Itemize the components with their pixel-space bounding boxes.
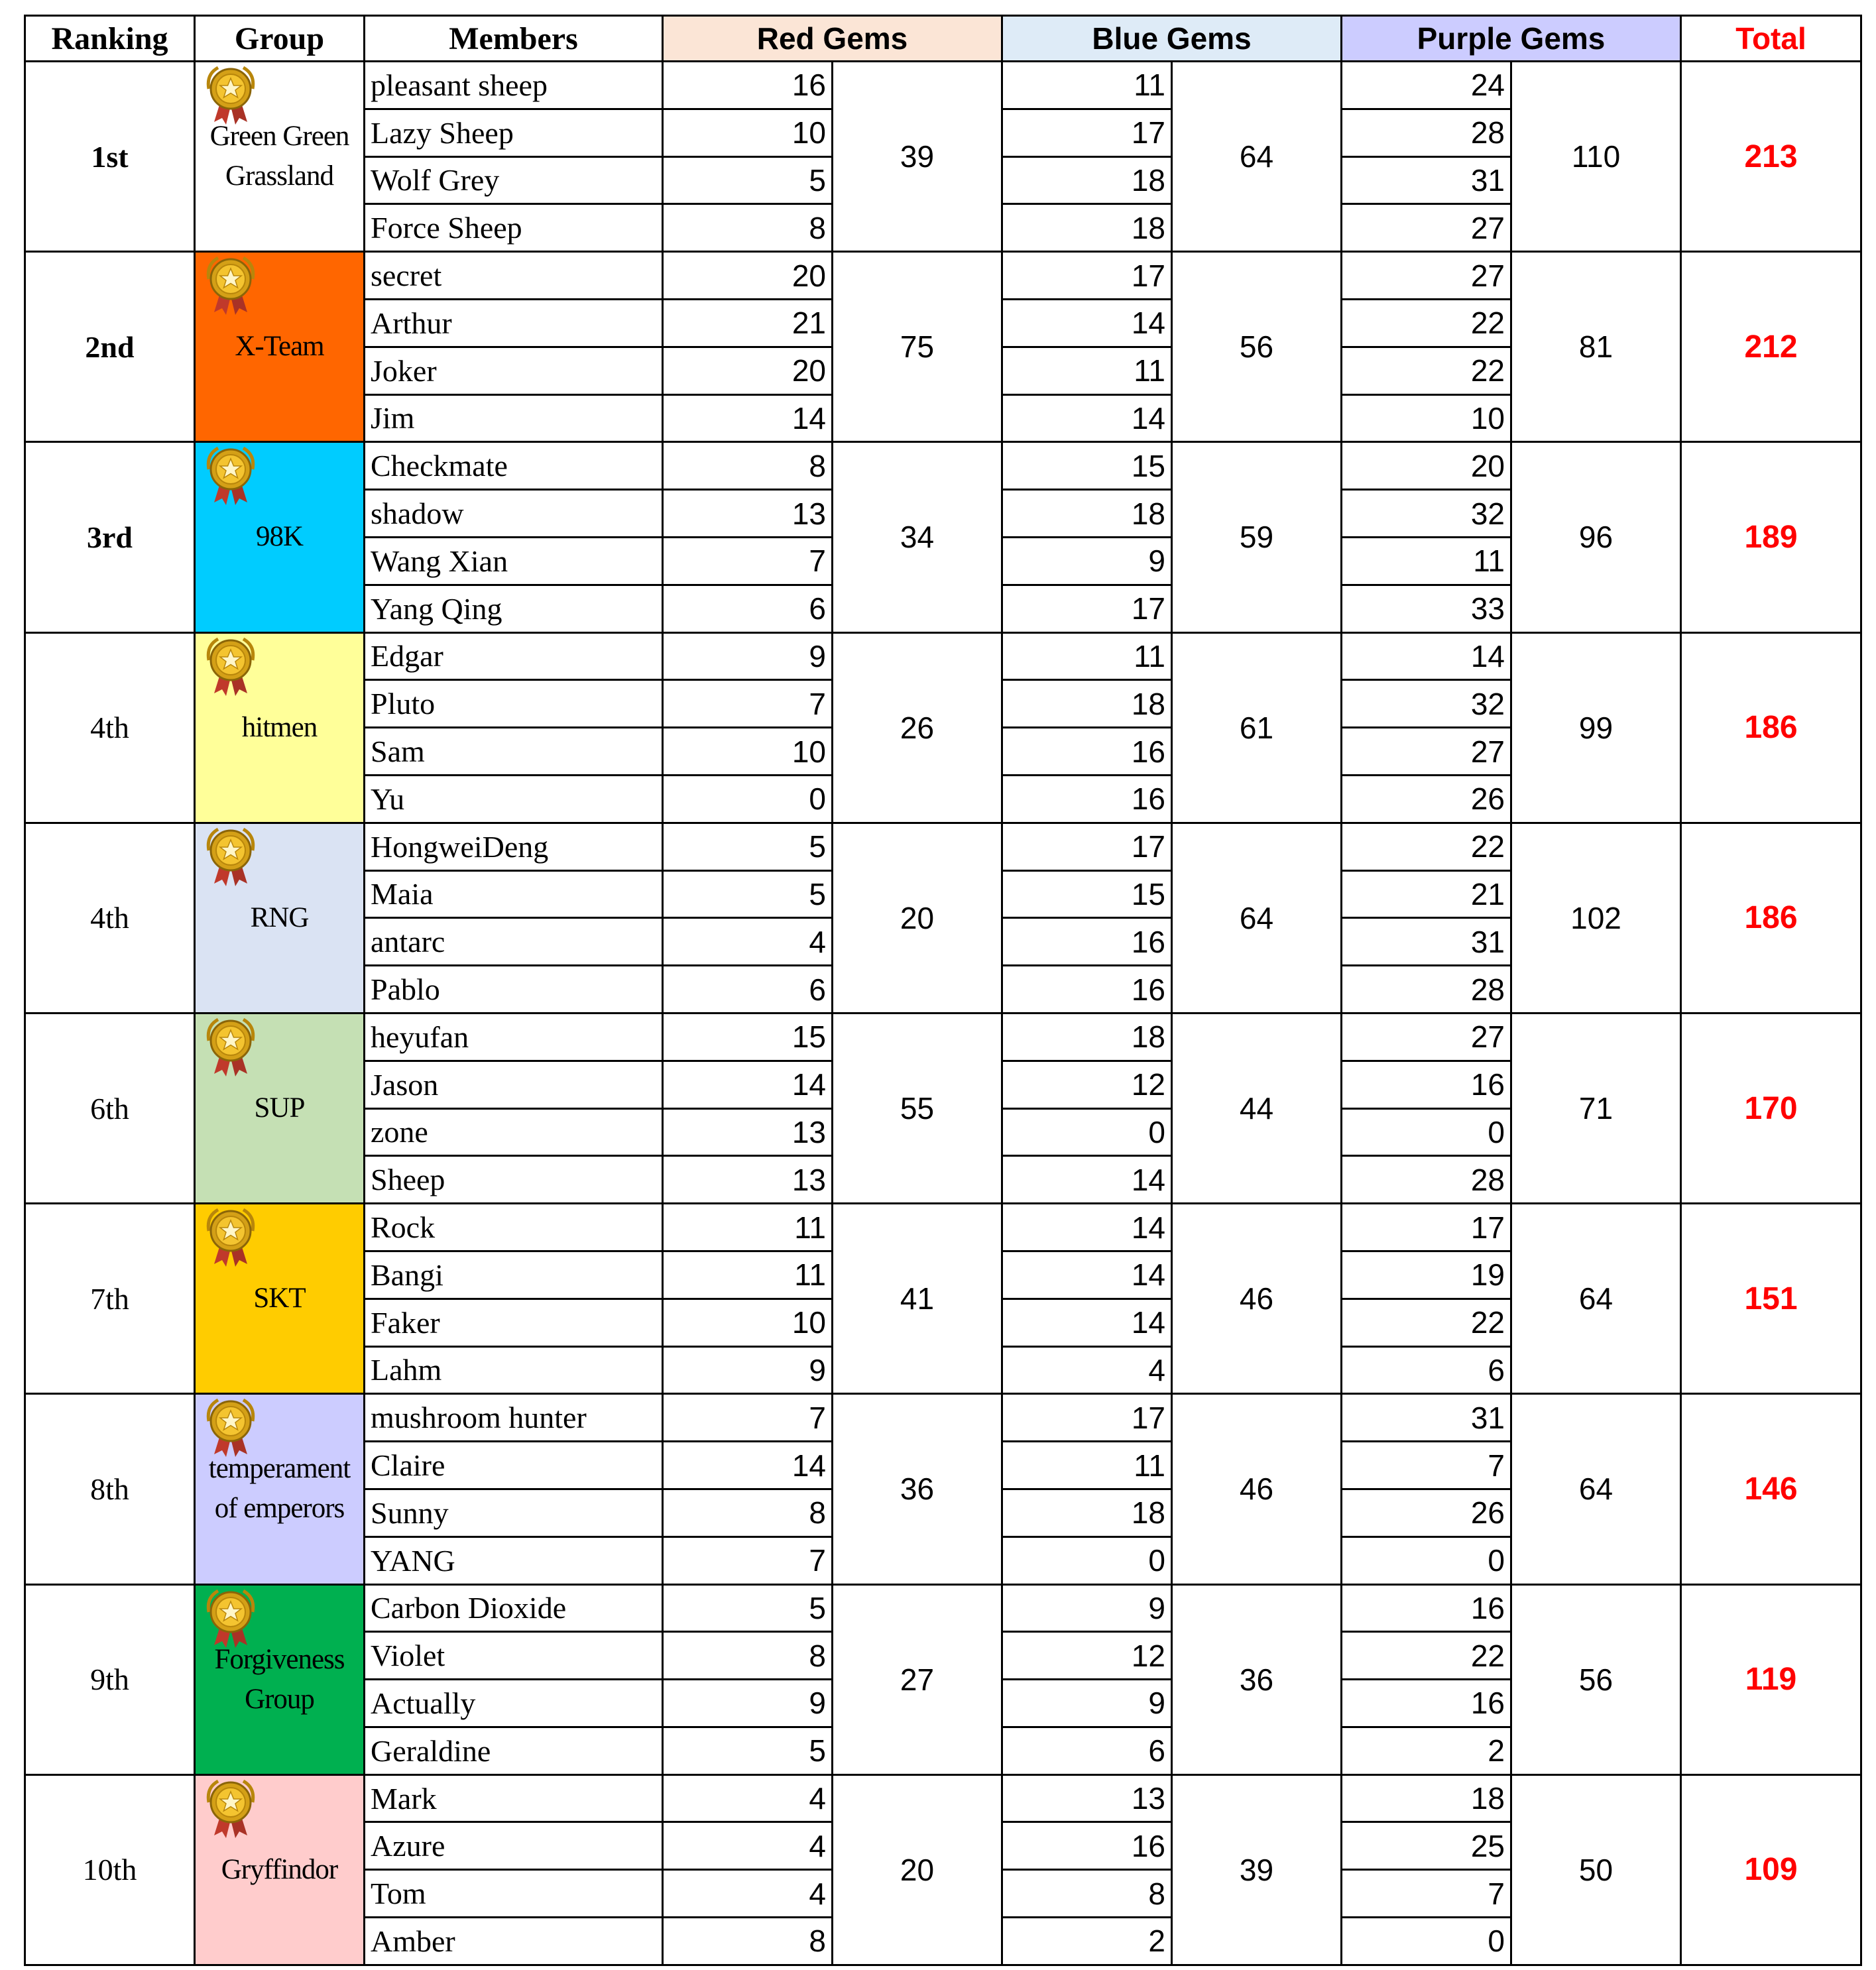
- red-gems-value: 4: [663, 1774, 833, 1822]
- red-gems-value: 11: [663, 1251, 833, 1299]
- medal-icon: [201, 253, 261, 316]
- group-cell: [195, 252, 365, 442]
- purple-gems-subtotal: 64: [1511, 1394, 1681, 1584]
- red-gems-value: 13: [663, 1156, 833, 1204]
- member-name: Sheep: [365, 1156, 663, 1204]
- red-gems-value: 5: [663, 1727, 833, 1774]
- red-gems-value: 9: [663, 1680, 833, 1727]
- table-row: [25, 823, 1861, 870]
- purple-gems-value: 14: [1342, 632, 1511, 680]
- blue-gems-subtotal: 44: [1172, 1013, 1342, 1203]
- member-name: Wolf Grey: [365, 156, 663, 204]
- member-name: Edgar: [365, 632, 663, 680]
- blue-gems-value: 16: [1002, 1822, 1172, 1870]
- member-name: Carbon Dioxide: [365, 1584, 663, 1632]
- purple-gems-subtotal: 99: [1511, 632, 1681, 823]
- red-gems-header: Red Gems: [663, 16, 1002, 62]
- member-name: Yang Qing: [365, 585, 663, 632]
- red-gems-value: 9: [663, 1346, 833, 1394]
- red-gems-value: 8: [663, 1489, 833, 1536]
- blue-gems-value: 16: [1002, 966, 1172, 1014]
- red-gems-value: 6: [663, 585, 833, 632]
- red-gems-subtotal: 20: [833, 1774, 1002, 1965]
- purple-gems-value: 22: [1342, 299, 1511, 347]
- group-cell: [195, 1394, 365, 1584]
- red-gems-value: 15: [663, 1013, 833, 1061]
- red-gems-value: 20: [663, 252, 833, 300]
- rank-cell: 3rd: [25, 442, 195, 632]
- blue-gems-value: 17: [1002, 1394, 1172, 1442]
- blue-gems-value: 12: [1002, 1632, 1172, 1680]
- member-name: Yu: [365, 775, 663, 823]
- member-name: shadow: [365, 490, 663, 538]
- medal-icon: [201, 824, 261, 888]
- blue-gems-value: 17: [1002, 823, 1172, 870]
- blue-gems-value: 9: [1002, 537, 1172, 585]
- medal-icon: [201, 1204, 261, 1268]
- group-cell: [195, 1584, 365, 1774]
- blue-gems-value: 14: [1002, 299, 1172, 347]
- blue-gems-value: 11: [1002, 1442, 1172, 1489]
- total-cell: 146: [1681, 1394, 1861, 1584]
- purple-gems-value: 22: [1342, 823, 1511, 870]
- blue-gems-header: Blue Gems: [1002, 16, 1342, 62]
- red-gems-value: 7: [663, 1394, 833, 1442]
- member-name: Force Sheep: [365, 204, 663, 252]
- purple-gems-value: 21: [1342, 870, 1511, 918]
- blue-gems-value: 11: [1002, 62, 1172, 109]
- blue-gems-value: 0: [1002, 1108, 1172, 1156]
- member-name: Joker: [365, 347, 663, 394]
- red-gems-subtotal: 36: [833, 1394, 1002, 1584]
- red-gems-value: 4: [663, 918, 833, 966]
- total-cell: 213: [1681, 62, 1861, 252]
- red-gems-value: 14: [663, 1061, 833, 1108]
- table-row: [25, 62, 1861, 109]
- blue-gems-value: 15: [1002, 442, 1172, 490]
- group-name: Gryffindor: [221, 1853, 338, 1885]
- purple-gems-value: 16: [1342, 1680, 1511, 1727]
- red-gems-subtotal: 41: [833, 1204, 1002, 1394]
- purple-gems-value: 16: [1342, 1584, 1511, 1632]
- blue-gems-subtotal: 46: [1172, 1204, 1342, 1394]
- purple-gems-value: 27: [1342, 252, 1511, 300]
- purple-gems-subtotal: 56: [1511, 1584, 1681, 1774]
- purple-gems-value: 26: [1342, 1489, 1511, 1536]
- purple-gems-value: 31: [1342, 1394, 1511, 1442]
- member-name: Arthur: [365, 299, 663, 347]
- red-gems-value: 21: [663, 299, 833, 347]
- group-cell: [195, 1204, 365, 1394]
- purple-gems-value: 28: [1342, 109, 1511, 156]
- purple-gems-value: 32: [1342, 680, 1511, 728]
- purple-gems-value: 22: [1342, 1632, 1511, 1680]
- blue-gems-value: 18: [1002, 156, 1172, 204]
- total-cell: 170: [1681, 1013, 1861, 1203]
- group-name: SKT: [253, 1283, 306, 1314]
- blue-gems-value: 17: [1002, 109, 1172, 156]
- table-row: [25, 632, 1861, 680]
- member-name: pleasant sheep: [365, 62, 663, 109]
- blue-gems-value: 6: [1002, 1727, 1172, 1774]
- red-gems-value: 9: [663, 632, 833, 680]
- blue-gems-value: 0: [1002, 1536, 1172, 1584]
- rank-cell: 4th: [25, 823, 195, 1013]
- member-name: Lazy Sheep: [365, 109, 663, 156]
- red-gems-value: 10: [663, 109, 833, 156]
- blue-gems-subtotal: 64: [1172, 823, 1342, 1013]
- blue-gems-value: 18: [1002, 204, 1172, 252]
- red-gems-value: 7: [663, 1536, 833, 1584]
- member-name: antarc: [365, 918, 663, 966]
- group-cell: [195, 1774, 365, 1965]
- blue-gems-value: 18: [1002, 1489, 1172, 1536]
- table-row: [25, 442, 1861, 490]
- members-header: Members: [365, 16, 663, 62]
- member-name: Maia: [365, 870, 663, 918]
- purple-gems-value: 27: [1342, 728, 1511, 776]
- blue-gems-value: 8: [1002, 1870, 1172, 1918]
- member-name: Mark: [365, 1774, 663, 1822]
- blue-gems-value: 2: [1002, 1918, 1172, 1965]
- red-gems-value: 4: [663, 1822, 833, 1870]
- group-name: RNG: [250, 901, 309, 933]
- red-gems-value: 5: [663, 870, 833, 918]
- member-name: Rock: [365, 1204, 663, 1251]
- member-name: heyufan: [365, 1013, 663, 1061]
- group-cell: [195, 632, 365, 823]
- member-name: Tom: [365, 1870, 663, 1918]
- medal-icon: [201, 634, 261, 697]
- purple-gems-value: 0: [1342, 1918, 1511, 1965]
- red-gems-subtotal: 75: [833, 252, 1002, 442]
- member-name: Geraldine: [365, 1727, 663, 1774]
- member-name: Amber: [365, 1918, 663, 1965]
- medal-icon: [201, 1014, 261, 1078]
- blue-gems-value: 16: [1002, 728, 1172, 776]
- blue-gems-value: 4: [1002, 1346, 1172, 1394]
- purple-gems-value: 2: [1342, 1727, 1511, 1774]
- table-row: [25, 1774, 1861, 1822]
- blue-gems-value: 14: [1002, 1299, 1172, 1346]
- group-name: temperament of emperors: [208, 1453, 351, 1525]
- member-name: Sam: [365, 728, 663, 776]
- purple-gems-value: 0: [1342, 1108, 1511, 1156]
- blue-gems-subtotal: 56: [1172, 252, 1342, 442]
- blue-gems-value: 15: [1002, 870, 1172, 918]
- member-name: Claire: [365, 1442, 663, 1489]
- purple-gems-value: 27: [1342, 1013, 1511, 1061]
- red-gems-value: 10: [663, 728, 833, 776]
- table-row: [25, 1394, 1861, 1442]
- member-name: Faker: [365, 1299, 663, 1346]
- member-name: Violet: [365, 1632, 663, 1680]
- red-gems-value: 20: [663, 347, 833, 394]
- table-row: [25, 1584, 1861, 1632]
- purple-gems-value: 11: [1342, 537, 1511, 585]
- red-gems-value: 8: [663, 1918, 833, 1965]
- total-cell: 189: [1681, 442, 1861, 632]
- purple-gems-value: 27: [1342, 204, 1511, 252]
- blue-gems-value: 14: [1002, 1156, 1172, 1204]
- red-gems-value: 8: [663, 204, 833, 252]
- table-row: [25, 252, 1861, 300]
- group-name: Forgiveness Group: [214, 1643, 345, 1715]
- member-name: Sunny: [365, 1489, 663, 1536]
- purple-gems-value: 10: [1342, 394, 1511, 442]
- rank-cell: 4th: [25, 632, 195, 823]
- purple-gems-subtotal: 102: [1511, 823, 1681, 1013]
- blue-gems-value: 18: [1002, 490, 1172, 538]
- red-gems-value: 16: [663, 62, 833, 109]
- red-gems-value: 5: [663, 156, 833, 204]
- medal-icon: [201, 443, 261, 506]
- member-name: secret: [365, 252, 663, 300]
- purple-gems-value: 18: [1342, 1774, 1511, 1822]
- blue-gems-value: 14: [1002, 394, 1172, 442]
- red-gems-value: 8: [663, 442, 833, 490]
- red-gems-subtotal: 55: [833, 1013, 1002, 1203]
- member-name: Actually: [365, 1680, 663, 1727]
- blue-gems-value: 16: [1002, 918, 1172, 966]
- blue-gems-value: 13: [1002, 1774, 1172, 1822]
- red-gems-value: 4: [663, 1870, 833, 1918]
- member-name: Jason: [365, 1061, 663, 1108]
- rank-cell: 6th: [25, 1013, 195, 1203]
- purple-gems-value: 26: [1342, 775, 1511, 823]
- table-row: [25, 1013, 1861, 1061]
- purple-gems-subtotal: 64: [1511, 1204, 1681, 1394]
- purple-gems-subtotal: 71: [1511, 1013, 1681, 1203]
- red-gems-value: 0: [663, 775, 833, 823]
- purple-gems-value: 22: [1342, 347, 1511, 394]
- total-cell: 186: [1681, 632, 1861, 823]
- purple-gems-header: Purple Gems: [1342, 16, 1681, 62]
- group-name: 98K: [255, 521, 304, 553]
- rank-cell: 7th: [25, 1204, 195, 1394]
- purple-gems-value: 17: [1342, 1204, 1511, 1251]
- group-name: hitmen: [241, 711, 318, 743]
- purple-gems-value: 20: [1342, 442, 1511, 490]
- member-name: Azure: [365, 1822, 663, 1870]
- group-name: Green Green Grassland: [209, 121, 349, 192]
- total-header: Total: [1681, 16, 1861, 62]
- table-row: [25, 1204, 1861, 1251]
- blue-gems-value: 18: [1002, 680, 1172, 728]
- gem-ranking-table: [24, 15, 1862, 1966]
- red-gems-subtotal: 34: [833, 442, 1002, 632]
- member-name: Checkmate: [365, 442, 663, 490]
- blue-gems-value: 11: [1002, 347, 1172, 394]
- purple-gems-value: 19: [1342, 1251, 1511, 1299]
- purple-gems-value: 28: [1342, 1156, 1511, 1204]
- red-gems-value: 14: [663, 394, 833, 442]
- medal-icon: [201, 1776, 261, 1839]
- blue-gems-value: 17: [1002, 252, 1172, 300]
- blue-gems-value: 18: [1002, 1013, 1172, 1061]
- purple-gems-value: 32: [1342, 490, 1511, 538]
- red-gems-value: 6: [663, 966, 833, 1014]
- purple-gems-value: 0: [1342, 1536, 1511, 1584]
- purple-gems-value: 28: [1342, 966, 1511, 1014]
- purple-gems-value: 22: [1342, 1299, 1511, 1346]
- red-gems-value: 13: [663, 1108, 833, 1156]
- group-header: Group: [195, 16, 365, 62]
- red-gems-value: 13: [663, 490, 833, 538]
- red-gems-subtotal: 26: [833, 632, 1002, 823]
- blue-gems-value: 17: [1002, 585, 1172, 632]
- red-gems-subtotal: 39: [833, 62, 1002, 252]
- table-body: [25, 62, 1861, 1965]
- member-name: Pablo: [365, 966, 663, 1014]
- member-name: Wang Xian: [365, 537, 663, 585]
- total-cell: 151: [1681, 1204, 1861, 1394]
- red-gems-value: 10: [663, 1299, 833, 1346]
- ranking-header: Ranking: [25, 16, 195, 62]
- member-name: YANG: [365, 1536, 663, 1584]
- purple-gems-value: 7: [1342, 1870, 1511, 1918]
- red-gems-value: 5: [663, 823, 833, 870]
- purple-gems-subtotal: 81: [1511, 252, 1681, 442]
- blue-gems-subtotal: 64: [1172, 62, 1342, 252]
- member-name: Bangi: [365, 1251, 663, 1299]
- blue-gems-subtotal: 46: [1172, 1394, 1342, 1584]
- purple-gems-value: 33: [1342, 585, 1511, 632]
- group-cell: [195, 823, 365, 1013]
- blue-gems-value: 14: [1002, 1251, 1172, 1299]
- group-cell: [195, 62, 365, 252]
- member-name: Lahm: [365, 1346, 663, 1394]
- purple-gems-value: 16: [1342, 1061, 1511, 1108]
- blue-gems-subtotal: 59: [1172, 442, 1342, 632]
- purple-gems-value: 24: [1342, 62, 1511, 109]
- red-gems-value: 5: [663, 1584, 833, 1632]
- red-gems-subtotal: 27: [833, 1584, 1002, 1774]
- red-gems-subtotal: 20: [833, 823, 1002, 1013]
- blue-gems-subtotal: 36: [1172, 1584, 1342, 1774]
- rank-cell: 8th: [25, 1394, 195, 1584]
- rank-cell: 2nd: [25, 252, 195, 442]
- blue-gems-value: 9: [1002, 1584, 1172, 1632]
- group-name: SUP: [254, 1092, 305, 1124]
- purple-gems-value: 31: [1342, 156, 1511, 204]
- blue-gems-value: 11: [1002, 632, 1172, 680]
- blue-gems-subtotal: 39: [1172, 1774, 1342, 1965]
- total-cell: 109: [1681, 1774, 1861, 1965]
- total-cell: 119: [1681, 1584, 1861, 1774]
- purple-gems-value: 6: [1342, 1346, 1511, 1394]
- blue-gems-value: 14: [1002, 1204, 1172, 1251]
- member-name: Pluto: [365, 680, 663, 728]
- purple-gems-subtotal: 110: [1511, 62, 1681, 252]
- member-name: zone: [365, 1108, 663, 1156]
- blue-gems-subtotal: 61: [1172, 632, 1342, 823]
- total-cell: 212: [1681, 252, 1861, 442]
- purple-gems-value: 31: [1342, 918, 1511, 966]
- group-name: X-Team: [235, 331, 324, 363]
- purple-gems-subtotal: 50: [1511, 1774, 1681, 1965]
- total-cell: 186: [1681, 823, 1861, 1013]
- member-name: Jim: [365, 394, 663, 442]
- blue-gems-value: 16: [1002, 775, 1172, 823]
- member-name: HongweiDeng: [365, 823, 663, 870]
- red-gems-value: 8: [663, 1632, 833, 1680]
- purple-gems-value: 25: [1342, 1822, 1511, 1870]
- purple-gems-subtotal: 96: [1511, 442, 1681, 632]
- blue-gems-value: 12: [1002, 1061, 1172, 1108]
- rank-cell: 9th: [25, 1584, 195, 1774]
- red-gems-value: 7: [663, 537, 833, 585]
- rank-cell: 10th: [25, 1774, 195, 1965]
- red-gems-value: 11: [663, 1204, 833, 1251]
- rank-cell: 1st: [25, 62, 195, 252]
- purple-gems-value: 7: [1342, 1442, 1511, 1489]
- blue-gems-value: 9: [1002, 1680, 1172, 1727]
- group-cell: [195, 1013, 365, 1203]
- red-gems-value: 7: [663, 680, 833, 728]
- group-cell: [195, 442, 365, 632]
- red-gems-value: 14: [663, 1442, 833, 1489]
- header-row: [25, 16, 1861, 62]
- member-name: mushroom hunter: [365, 1394, 663, 1442]
